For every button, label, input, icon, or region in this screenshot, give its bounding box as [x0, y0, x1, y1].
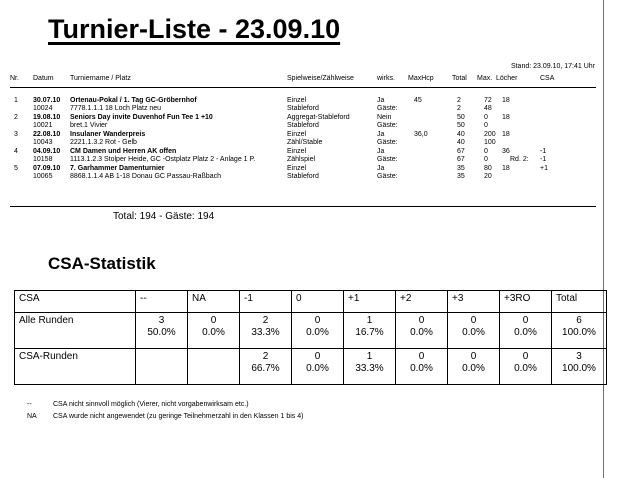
row-code: 10065: [33, 173, 53, 180]
row-csa: -1: [540, 148, 547, 155]
row-datum: 07.09.10: [33, 165, 61, 172]
row-max-gaeste: 100: [484, 139, 496, 146]
csa-cell: [552, 349, 607, 385]
csa-header-cell: CSA: [15, 291, 136, 313]
row-total-gaeste: 40: [457, 139, 465, 146]
row-code: 10043: [33, 139, 53, 146]
col-header-maxhcp: MaxHcp: [408, 75, 434, 82]
col-header-loecher: Löcher: [496, 75, 518, 82]
row-wirks: Ja: [377, 97, 385, 104]
row-datum: 04.09.10: [33, 148, 61, 155]
csa-header-cell: -1: [240, 291, 292, 313]
csa-cell: [500, 349, 552, 385]
csa-percent: 0.0%: [410, 327, 433, 338]
csa-statistik-table: [14, 290, 607, 385]
row-total: 50: [457, 114, 465, 121]
csa-statistik-title: CSA-Statistik: [48, 254, 156, 273]
csa-percent: 33.3%: [251, 327, 280, 338]
row-datum: 22.08.10: [33, 131, 61, 138]
row-gaeste-label: Gäste:: [377, 122, 398, 129]
row-platz: 1113.1.2.3 Stolper Heide, GC -Ostplatz Platz 2 - Anlage 1 P.: [70, 156, 256, 163]
row-turniername: 7. Garhammer Damenturnier: [70, 165, 165, 172]
summary-rule: [10, 206, 596, 207]
csa-count: 0: [314, 351, 321, 362]
csa-count: 2: [262, 351, 269, 362]
csa-cell: [136, 349, 188, 385]
csa-count: 0: [470, 315, 477, 326]
csa-percent: 0.0%: [306, 327, 329, 338]
row-platz: 8868.1.1.4 AB 1-18 Donau GC Passau-Raßbach: [70, 173, 221, 180]
csa-header-cell: Total: [552, 291, 607, 313]
csa-header-cell: --: [136, 291, 188, 313]
csa-row-csa-runden: [15, 349, 607, 385]
row-maxhcp: 36,0: [414, 131, 428, 138]
row-gaeste-label: Gäste:: [377, 156, 398, 163]
row-total-gaeste: 50: [457, 122, 465, 129]
csa-cell: [448, 349, 500, 385]
csa-count: 0: [418, 315, 425, 326]
row-platz: bret.1 Vivier: [70, 122, 108, 129]
row-max-gaeste: 48: [484, 105, 492, 112]
csa-percent: 100.0%: [562, 327, 596, 338]
csa-count: 0: [522, 315, 529, 326]
csa-percent: 0.0%: [462, 363, 485, 374]
csa-row-label: Alle Runden: [15, 313, 136, 349]
csa-count: 0: [470, 351, 477, 362]
row-datum: 30.07.10: [33, 97, 61, 104]
row-zaehlweise: Stableford: [287, 173, 319, 180]
csa-cell: [552, 313, 607, 349]
row-max-gaeste: 0: [484, 156, 488, 163]
col-header-turniername: Turniername / Platz: [70, 75, 131, 82]
csa-cell: [292, 349, 344, 385]
csa-count: 0: [314, 315, 321, 326]
csa-percent: 100.0%: [562, 363, 596, 374]
row-spielweise: Einzel: [287, 148, 307, 155]
row-code: 10024: [33, 105, 53, 112]
row-total: 2: [457, 97, 461, 104]
row-max: 0: [484, 148, 488, 155]
csa-percent: 16.7%: [355, 327, 384, 338]
row-nr: 5: [14, 165, 18, 172]
row-turniername: CM Damen und Herren AK offen: [70, 148, 177, 155]
row-code: 10021: [33, 122, 53, 129]
csa-percent: 0.0%: [202, 327, 225, 338]
csa-count: 3: [576, 351, 582, 362]
row-platz: 7778.1.1.1 18 Loch Platz neu: [70, 105, 162, 112]
row-max: 200: [484, 131, 496, 138]
row-max: 80: [484, 165, 492, 172]
row-zaehlweise: Stableford: [287, 122, 319, 129]
row-total: 40: [457, 131, 465, 138]
csa-header-cell: +2: [396, 291, 448, 313]
legend-item: [27, 401, 249, 408]
row-maxhcp: 45: [414, 97, 422, 104]
csa-count: 0: [418, 351, 425, 362]
row-zaehlweise: Zähl/Stable: [287, 139, 323, 146]
csa-cell: [188, 349, 240, 385]
col-header-csa: CSA: [540, 75, 555, 82]
csa-header-cell: NA: [188, 291, 240, 313]
csa-count: 0: [522, 351, 529, 362]
row-total-gaeste: 2: [457, 105, 461, 112]
row-zaehlweise: Zählspiel: [287, 156, 316, 163]
row-datum: 19.08.10: [33, 114, 61, 121]
csa-cell: [396, 349, 448, 385]
csa-header-cell: +1: [344, 291, 396, 313]
row-zaehlweise: Stableford: [287, 105, 319, 112]
csa-percent: 33.3%: [355, 363, 384, 374]
csa-percent: 0.0%: [514, 327, 537, 338]
row-gaeste-label: Gäste:: [377, 173, 398, 180]
row-loecher: 18: [502, 97, 510, 104]
row-spielweise: Einzel: [287, 97, 307, 104]
col-header-total: Total: [452, 75, 467, 82]
row-wirks: Ja: [377, 131, 385, 138]
legend-item: [27, 413, 303, 420]
csa-count: 1: [366, 351, 373, 362]
csa-header-row: [15, 291, 607, 313]
csa-percent: 66.7%: [251, 363, 280, 374]
page-title: Turnier-Liste - 23.09.10: [48, 14, 341, 44]
row-turniername: Insulaner Wanderpreis: [70, 131, 146, 138]
csa-cell: [344, 349, 396, 385]
csa-count: 3: [158, 315, 165, 326]
csa-row-label: CSA-Runden: [15, 349, 136, 385]
row-max-gaeste: 20: [484, 173, 492, 180]
csa-cell: [344, 313, 396, 349]
row-nr: 3: [14, 131, 18, 138]
csa-count: 1: [366, 315, 373, 326]
row-loecher: 18: [502, 114, 510, 121]
row-loecher: 18: [502, 131, 510, 138]
legend-text: CSA wurde nicht angewendet (zu geringe Teilnehmerzahl in den Klassen 1 bis 4): [53, 413, 304, 420]
row-spielweise: Aggregat-Stableford: [287, 114, 350, 121]
csa-count: 2: [262, 315, 269, 326]
col-header-wirks: wirks.: [377, 75, 395, 82]
row-total-gaeste: 35: [457, 173, 465, 180]
csa-cell: [136, 313, 188, 349]
csa-count: 6: [576, 315, 582, 326]
legend-text: CSA nicht sinnvoll möglich (Vierer, nicht vorgabenwirksam etc.): [53, 401, 249, 408]
csa-percent: 0.0%: [462, 327, 485, 338]
csa-percent: 0.0%: [514, 363, 537, 374]
csa-count: 0: [210, 315, 217, 326]
row-nr: 1: [14, 97, 18, 104]
row-max: 0: [484, 114, 488, 121]
legend-symbol: --: [27, 401, 32, 408]
row-code: 10158: [33, 156, 53, 163]
row-runde-label: Rd. 2:: [510, 156, 529, 163]
row-turniername: Seniors Day invite Duvenhof Fun Tee 1 +10: [70, 114, 213, 121]
col-header-spielweise: Spielweise/Zählweise: [287, 75, 354, 82]
row-nr: 4: [14, 148, 18, 155]
row-wirks: Ja: [377, 165, 385, 172]
page-frame-edge: [603, 0, 604, 478]
csa-cell: [292, 313, 344, 349]
row-csa-runde: -1: [540, 156, 547, 163]
row-gaeste-label: Gäste:: [377, 105, 398, 112]
row-gaeste-label: Gäste:: [377, 139, 398, 146]
row-total-gaeste: 67: [457, 156, 465, 163]
row-total: 67: [457, 148, 465, 155]
row-csa: +1: [540, 165, 548, 172]
legend-symbol: NA: [27, 413, 37, 420]
csa-row-alle-runden: [15, 313, 607, 349]
row-max: 72: [484, 97, 492, 104]
col-header-datum: Datum: [33, 75, 54, 82]
csa-header-cell: 0: [292, 291, 344, 313]
csa-cell: [240, 313, 292, 349]
csa-percent: 0.0%: [410, 363, 433, 374]
csa-cell: [188, 313, 240, 349]
row-max-gaeste: 0: [484, 122, 488, 129]
csa-header-cell: +3RO: [500, 291, 552, 313]
row-loecher: 18: [502, 165, 510, 172]
header-rule: [10, 87, 596, 88]
col-header-max: Max.: [477, 75, 493, 82]
row-wirks: Ja: [377, 148, 385, 155]
col-header-nr: Nr.: [10, 75, 19, 82]
row-loecher: 36: [502, 148, 510, 155]
row-turniername: Ortenau-Pokal / 1. Tag GC-Gröbernhof: [70, 97, 197, 104]
summary-total: Total: 194 - Gäste: 194: [113, 211, 215, 222]
csa-percent: 50.0%: [147, 327, 176, 338]
csa-header-cell: +3: [448, 291, 500, 313]
row-total: 35: [457, 165, 465, 172]
row-wirks: Nein: [377, 114, 392, 121]
row-nr: 2: [14, 114, 18, 121]
csa-cell: [500, 313, 552, 349]
row-spielweise: Einzel: [287, 165, 307, 172]
csa-percent: 0.0%: [306, 363, 329, 374]
row-spielweise: Einzel: [287, 131, 307, 138]
csa-cell: [240, 349, 292, 385]
csa-cell: [396, 313, 448, 349]
row-platz: 2221.1.3.2 Rot - Gelb: [70, 139, 137, 146]
csa-cell: [448, 313, 500, 349]
stand-timestamp: Stand: 23.09.10, 17:41 Uhr: [510, 63, 595, 70]
